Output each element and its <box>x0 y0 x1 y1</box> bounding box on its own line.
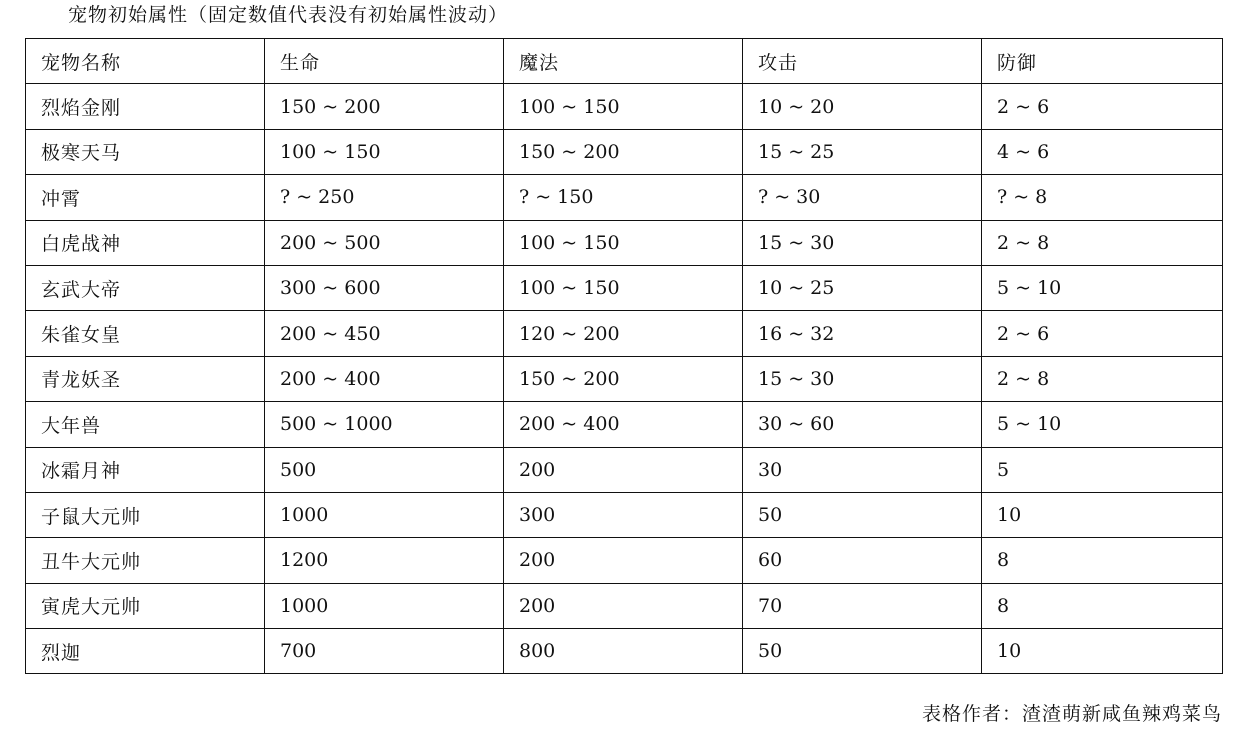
cell-hp: 500 <box>265 447 504 492</box>
table-row <box>26 538 1223 583</box>
cell-attack: 50 <box>743 492 982 537</box>
cell-mp: 300 <box>504 492 743 537</box>
cell-mp: 150 ~ 200 <box>504 129 743 174</box>
cell-attack: 15 ~ 30 <box>743 220 982 265</box>
cell-hp: 200 ~ 400 <box>265 356 504 401</box>
cell-attack: 30 <box>743 447 982 492</box>
cell-attack: 15 ~ 25 <box>743 129 982 174</box>
table-body <box>26 84 1223 674</box>
table-row <box>26 265 1223 310</box>
cell-mp: 100 ~ 150 <box>504 220 743 265</box>
cell-attack: 16 ~ 32 <box>743 311 982 356</box>
cell-attack: 15 ~ 30 <box>743 356 982 401</box>
table-row <box>26 492 1223 537</box>
cell-pet-name: 青龙妖圣 <box>26 356 265 401</box>
cell-hp: 1000 <box>265 583 504 628</box>
cell-defense: 2 ~ 6 <box>982 84 1223 129</box>
cell-mp: 150 ~ 200 <box>504 356 743 401</box>
cell-hp: 500 ~ 1000 <box>265 402 504 447</box>
cell-mp: 200 <box>504 447 743 492</box>
cell-pet-name: 烈迦 <box>26 629 265 674</box>
table-author-credit: 表格作者：渣渣萌新咸鱼辣鸡菜鸟 <box>921 703 1222 725</box>
header-defense: 防御 <box>982 39 1223 84</box>
cell-attack: 30 ~ 60 <box>743 402 982 447</box>
cell-mp: 120 ~ 200 <box>504 311 743 356</box>
table-row <box>26 311 1223 356</box>
table-row <box>26 129 1223 174</box>
table-header-row <box>26 39 1223 84</box>
cell-attack: ? ~ 30 <box>743 175 982 220</box>
cell-attack: 10 ~ 25 <box>743 265 982 310</box>
cell-pet-name: 白虎战神 <box>26 220 265 265</box>
cell-pet-name: 冰霜月神 <box>26 447 265 492</box>
cell-hp: 1000 <box>265 492 504 537</box>
cell-pet-name: 丑牛大元帅 <box>26 538 265 583</box>
cell-pet-name: 极寒天马 <box>26 129 265 174</box>
header-attack: 攻击 <box>743 39 982 84</box>
cell-mp: 200 ~ 400 <box>504 402 743 447</box>
cell-hp: 700 <box>265 629 504 674</box>
table-row <box>26 629 1223 674</box>
cell-defense: ? ~ 8 <box>982 175 1223 220</box>
table-row <box>26 220 1223 265</box>
cell-defense: 8 <box>982 583 1223 628</box>
cell-mp: ? ~ 150 <box>504 175 743 220</box>
pet-attributes-table <box>25 38 1223 674</box>
cell-hp: 300 ~ 600 <box>265 265 504 310</box>
cell-attack: 50 <box>743 629 982 674</box>
cell-hp: ? ~ 250 <box>265 175 504 220</box>
cell-attack: 70 <box>743 583 982 628</box>
cell-defense: 2 ~ 6 <box>982 311 1223 356</box>
table-row <box>26 84 1223 129</box>
cell-mp: 200 <box>504 583 743 628</box>
cell-defense: 4 ~ 6 <box>982 129 1223 174</box>
cell-pet-name: 朱雀女皇 <box>26 311 265 356</box>
cell-defense: 8 <box>982 538 1223 583</box>
table-row <box>26 175 1223 220</box>
cell-mp: 200 <box>504 538 743 583</box>
cell-pet-name: 大年兽 <box>26 402 265 447</box>
table-row <box>26 402 1223 447</box>
cell-pet-name: 玄武大帝 <box>26 265 265 310</box>
header-pet-name: 宠物名称 <box>26 39 265 84</box>
header-mp: 魔法 <box>504 39 743 84</box>
header-hp: 生命 <box>265 39 504 84</box>
cell-hp: 200 ~ 500 <box>265 220 504 265</box>
cell-hp: 200 ~ 450 <box>265 311 504 356</box>
cell-defense: 10 <box>982 629 1223 674</box>
cell-pet-name: 冲霄 <box>26 175 265 220</box>
cell-hp: 150 ~ 200 <box>265 84 504 129</box>
cell-pet-name: 寅虎大元帅 <box>26 583 265 628</box>
table-row <box>26 583 1223 628</box>
cell-mp: 800 <box>504 629 743 674</box>
cell-defense: 2 ~ 8 <box>982 220 1223 265</box>
table-row <box>26 447 1223 492</box>
cell-pet-name: 子鼠大元帅 <box>26 492 265 537</box>
cell-hp: 100 ~ 150 <box>265 129 504 174</box>
cell-pet-name: 烈焰金刚 <box>26 84 265 129</box>
cell-mp: 100 ~ 150 <box>504 265 743 310</box>
cell-defense: 10 <box>982 492 1223 537</box>
cell-defense: 5 <box>982 447 1223 492</box>
cell-defense: 5 ~ 10 <box>982 265 1223 310</box>
cell-defense: 2 ~ 8 <box>982 356 1223 401</box>
document-title: 宠物初始属性（固定数值代表没有初始属性波动） <box>68 4 509 26</box>
cell-mp: 100 ~ 150 <box>504 84 743 129</box>
cell-attack: 60 <box>743 538 982 583</box>
cell-defense: 5 ~ 10 <box>982 402 1223 447</box>
cell-hp: 1200 <box>265 538 504 583</box>
table-row <box>26 356 1223 401</box>
cell-attack: 10 ~ 20 <box>743 84 982 129</box>
